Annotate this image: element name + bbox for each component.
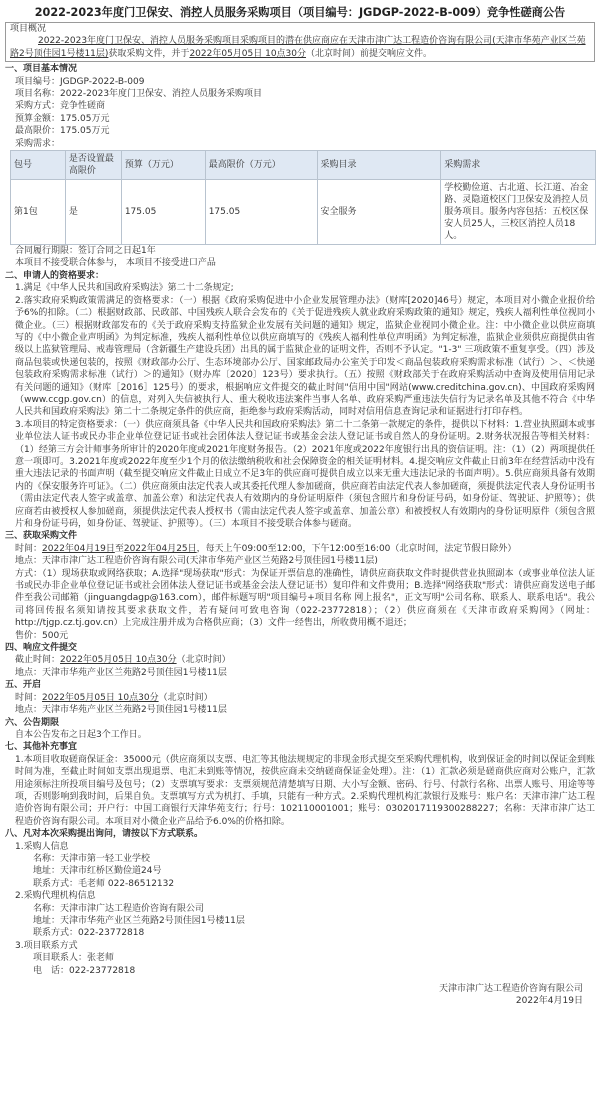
field-demand-label: 采购需求： [15,138,61,149]
section-3-heading: 三、获取采购文件 [5,531,78,542]
section-5-body [5,692,595,717]
section-2-body [5,282,595,530]
section-7-heading: 七、其他补充事宜 [5,742,78,753]
open-place: 地点：天津市华苑产业区兰苑路2号顶佳园1号楼11层 [15,705,227,716]
section-8-heading: 八、凡对本次采购提出询问，请按以下方式联系。 [5,829,204,840]
section-8-body [5,841,595,977]
section-2-heading: 二、申请人的资格要求： [5,270,105,281]
agency-title: 2.采购代理机构信息 [15,891,96,902]
acquire-place: 地点：天津市津广达工程造价咨询有限公司(天津市华苑产业区兰苑路2号顶佳园1号楼11层) [15,556,378,567]
table-row [11,180,596,245]
submit-deadline-tz: （北京时间） [176,655,231,666]
section-1-heading: 一、项目基本情况 [5,64,78,75]
overview-address: 天津市津广达工程造价咨询有限公司(天津市华苑产业区兰苑路2号顶佳园1号楼11层) [10,36,586,59]
submit-place: 地点：天津市华苑产业区兰苑路2号顶佳园1号楼11层 [15,667,227,678]
purchaser-name: 名称：天津市第一轻工业学校 [33,853,151,864]
overview-part-c: （北京时间）前提交响应文件。 [306,48,433,59]
th-demand: 采购需求 [441,151,596,180]
qualification-3: 3.本项目的特定资格要求：（一）供应商须具备《中华人民共和国政府采购法》第二十二条第一款规定的条件，提供以下材料：1.营业执照副本或事业单位法人证书或民办非企业单位登记证书或社会团体法人登记证书或基金会法人登记证书或自然人的身份证明。2.财务状况报告等相关材料：（1）经第三方会计师事务所审计的2020年度或2021年度财务报告。（2）2021年度或2022年度银行出具的资信证明。注：（1）（2）两项提供任意一项即可。3.2021年度或2022年度至少1个月的依法缴纳税收和社会保障资金的相关证明材料。4.提交响应文件截止日前3年在经营活动中没有重大违法记录的书面声明（截至提交响应文件截止日成立不足3年的供应商可提供自成立以来无重大违法记录的书面声明）。5.供应商须具备有效期内的《保安服务许可证》。（二）供应商须由法定代表人或其委托代理人参加磋商，供应商若由法定代表人参加磋商，须提供法定代表人身份证明书（需由法定代表人签字或盖章、加盖公章）和法定代表人有效期内的身份证明原件（须包含照片和身份证号码，如身份证、驾驶证、护照等）；供应商若由被授权人参加磋商，须提供法定代表人授权书（需由法定代表人签字或盖章、加盖公章）和被授权人有效期内的身份证明原件（须包含照片和身份证号码，如身份证、驾驶证、护照等）。（三）本项目不接受联合体参与磋商。 [15,419,595,529]
acquire-time-label: 时间： [15,543,43,554]
purchaser-contact: 联系方式：毛老师 022-86512132 [33,878,175,889]
acquire-price: 售价：500元 [15,630,69,641]
overview-deadline: 2022年05月05日 10点30分 [189,48,307,59]
agency-address: 地址：天津市华苑产业区兰苑路2号顶佳园1号楼11层 [33,916,245,926]
requirements-table [10,150,596,245]
td-max-limit: 是 [65,180,121,245]
field-project-no: 项目编号：JGDGP-2022-B-009 [15,76,145,87]
section-5-heading: 五、开启 [5,680,42,691]
acquire-method: 方式：（1）现场获取或网络获取；A.选择"现场获取"形式：为保证开票信息的准确性，请供应商获取文件时提供营业执照副本（或事业单位法人证书或民办非企业单位登记证书或社会团体法人登记证书或基金会法人登记证书）复印件和文件费用；B.选择"网络获取"形式：请供应商发送电子邮件至我公司邮箱（jinguangdagp@163.com），邮件标题写明"项目编号+项目名称 网上报名"，正文写明"公司名称、联系人、联系电话"。我公司将回传报名须知请按其要求获取文件，若有疑问可致电咨询（022-23772818）；（2）供应商须在《天津市政府采购网》（网址：http://tjgp.cz.tj.gov.cn）上完成注册并成为合格供应商；（3）文件一经售出，所收费用概不退还； [15,568,595,629]
field-project-name: 项目名称：2022-2023年度门卫保安、消控人员服务采购项目 [15,89,263,100]
submit-deadline-label: 截止时间： [15,655,61,666]
overview-part-b: 获取采购文件，并于 [108,48,190,59]
td-catalog: 安全服务 [317,180,441,245]
section-7-text: 1.本项目收取磋商保证金：35000元（供应商须以支票、电汇等其他法规规定的非现金形式提交至采购代理机构，收到保证金的时间以保证金到账时间为准，至截止时间如支票出现退票、电汇未到账等情况，按供应商未交纳磋商保证金处理）。注：（1）汇款必须是磋商供应商对公账户，汇款用途须标注所投项目编号及包号；（2）支票填写要求：支票须规范清楚填写日期、大小写金额、密码、行号、付款行名称、出票人账号、用途等等项，否则影响到我时间，后果自负。支票填写方式为机打、手填，只能有一种方式。2.采购代理机构汇款银行及账号：账户名：天津市津广达工程造价咨询有限公司；开户行：中国工商银行天津华苑支行；行号：102110001001；账号：0302017119300288227；名称：天津市津广达工程造价咨询有限公司。本项目对小微企业产品给予6.0%的价格扣除。 [15,754,595,827]
overview-text [10,35,590,60]
table-header-row [11,151,596,180]
section-1-after [5,245,595,270]
joint-import-note: 本项目不接受联合体参与， 本项目不接受进口产品 [15,258,216,269]
th-package: 包号 [11,151,66,180]
overview-box [5,22,595,62]
td-demand: 学校勤俭道、古北道、长江道、冶金路、灵隐道校区门卫保安及消控人员服务项目。服务内容包括：五校区保安人员25人，三校区消控人员18人。 [441,180,596,245]
purchaser-address: 地址：天津市红桥区勤俭道24号 [33,866,162,877]
signature-org: 天津市津广达工程造价咨询有限公司 [438,984,583,995]
td-budget: 175.05 [121,180,205,245]
th-budget: 预算（万元） [121,151,205,180]
acquire-to: 至 [114,543,124,554]
td-package: 第1包 [11,180,66,245]
section-4-heading: 四、响应文件提交 [5,643,78,654]
field-method: 采购方式：竞争性磋商 [15,101,106,112]
th-max-price: 最高限价（万元） [205,151,317,180]
th-catalog: 采购目录 [317,151,441,180]
qualification-2: 2.落实政府采购政策需满足的资格要求：（一）根据《政府采购促进中小企业发展管理办法》（财库[2020]46号）规定，本项目对小微企业报价给予6%的扣除。（二）根据财政部、民政部、中国残疾人联合会发布的《关于促进残疾人就业政府采购政策的通知》规定，残疾人福利性单位视同小微企业。（三）根据财政部发布的《关于政府采购支持监狱企业发展有关问题的通知》规定，监狱企业视同小微企业。注：中小微企业以供应商填写的《中小微企业声明函》为判定标准，残疾人福利性单位以供应商填写的《残疾人福利性单位声明函》为判定标准，监狱企业须供应商提供由省级以上监狱管理局、戒毒管理局（含新疆生产建设兵团）出具的属于监狱企业的证明文件，否则不予认定。"1-3" 三项政策不重复享受。（四）涉及商品包装或快递包装的，按照《财政部办公厅、生态环境部办公厅、国家邮政局办公室关于印发＜商品包装政府采购需求标准（试行）＞、＜快递包装政府采购需求标准（试行）＞的通知》（财办库〔2020〕123号）要求执行。（五）按照《财政部关于在政府采购活动中查询及使用信用记录有关问题的通知》（财库［2016］125号）的要求，根据响应文件提交的截止时间"信用中国"网站(www.creditchina.gov.cn)、中国政府采购网（www.ccgp.gov.cn）的信息，对列入失信被执行人、重大税收违法案件当事人名单、政府采购严重违法失信行为记录名单及其他不符合《中华人民共和国政府采购法》第二十二条规定条件的供应商，拒绝参与政府采购活动，同时对信用信息查询记录和证据进行打印存档。 [15,295,595,418]
section-4-body [5,654,595,679]
submit-deadline [15,654,595,666]
open-time-label: 时间： [15,692,43,703]
field-max-price: 最高限价：175.05万元 [15,126,110,137]
qualification-1: 1.满足《中华人民共和国政府采购法》第二十二条规定; [15,283,234,294]
field-budget: 预算金额：175.05万元 [15,113,110,124]
acquire-start-date: 2022年04月19日 [42,543,115,554]
project-contact-title: 3.项目联系方式 [15,940,78,951]
section-6-text: 自本公告发布之日起3个工作日。 [15,729,147,740]
submit-deadline-time: 2022年05月05日 10点30分 [60,655,177,666]
overview-heading: 项目概况 [10,24,47,34]
purchaser-title: 1.采购人信息 [15,841,69,852]
section-1-fields [5,76,595,150]
section-3-body [5,543,595,642]
signature-date: 2022年4月19日 [515,996,583,1007]
acquire-time [15,543,595,555]
th-max-limit: 是否设置最高限价 [65,151,121,180]
project-contact-person: 项目联系人：张老师 [33,953,115,964]
acquire-hours: ，每天上午09:00至12:00，下午12:00至16:00（北京时间，法定节假日除外） [196,543,517,554]
section-6-heading: 六、公告期限 [5,717,60,728]
open-time-tz: （北京时间） [158,692,213,703]
page-title: 2022-2023年度门卫保安、消控人员服务采购项目（项目编号：JGDGP-2022-B-009）竞争性磋商公告 [34,6,566,19]
contract-period: 合同履行期限：签订合同之日起1年 [15,246,156,257]
agency-contact: 联系方式：022-23772818 [33,928,145,939]
agency-name: 名称：天津市津广达工程造价咨询有限公司 [33,903,205,914]
open-time-value: 2022年05月05日 10点30分 [42,692,159,703]
overview-part-a: 2022-2023年度门卫保安、消控人员服务采购项目采购项目的潜在供应商应在 [38,36,349,47]
td-max-price: 175.05 [205,180,317,245]
project-contact-phone: 电 话：022-23772818 [33,965,136,976]
open-time [15,692,595,704]
acquire-end-date: 2022年04月25日 [123,543,197,554]
